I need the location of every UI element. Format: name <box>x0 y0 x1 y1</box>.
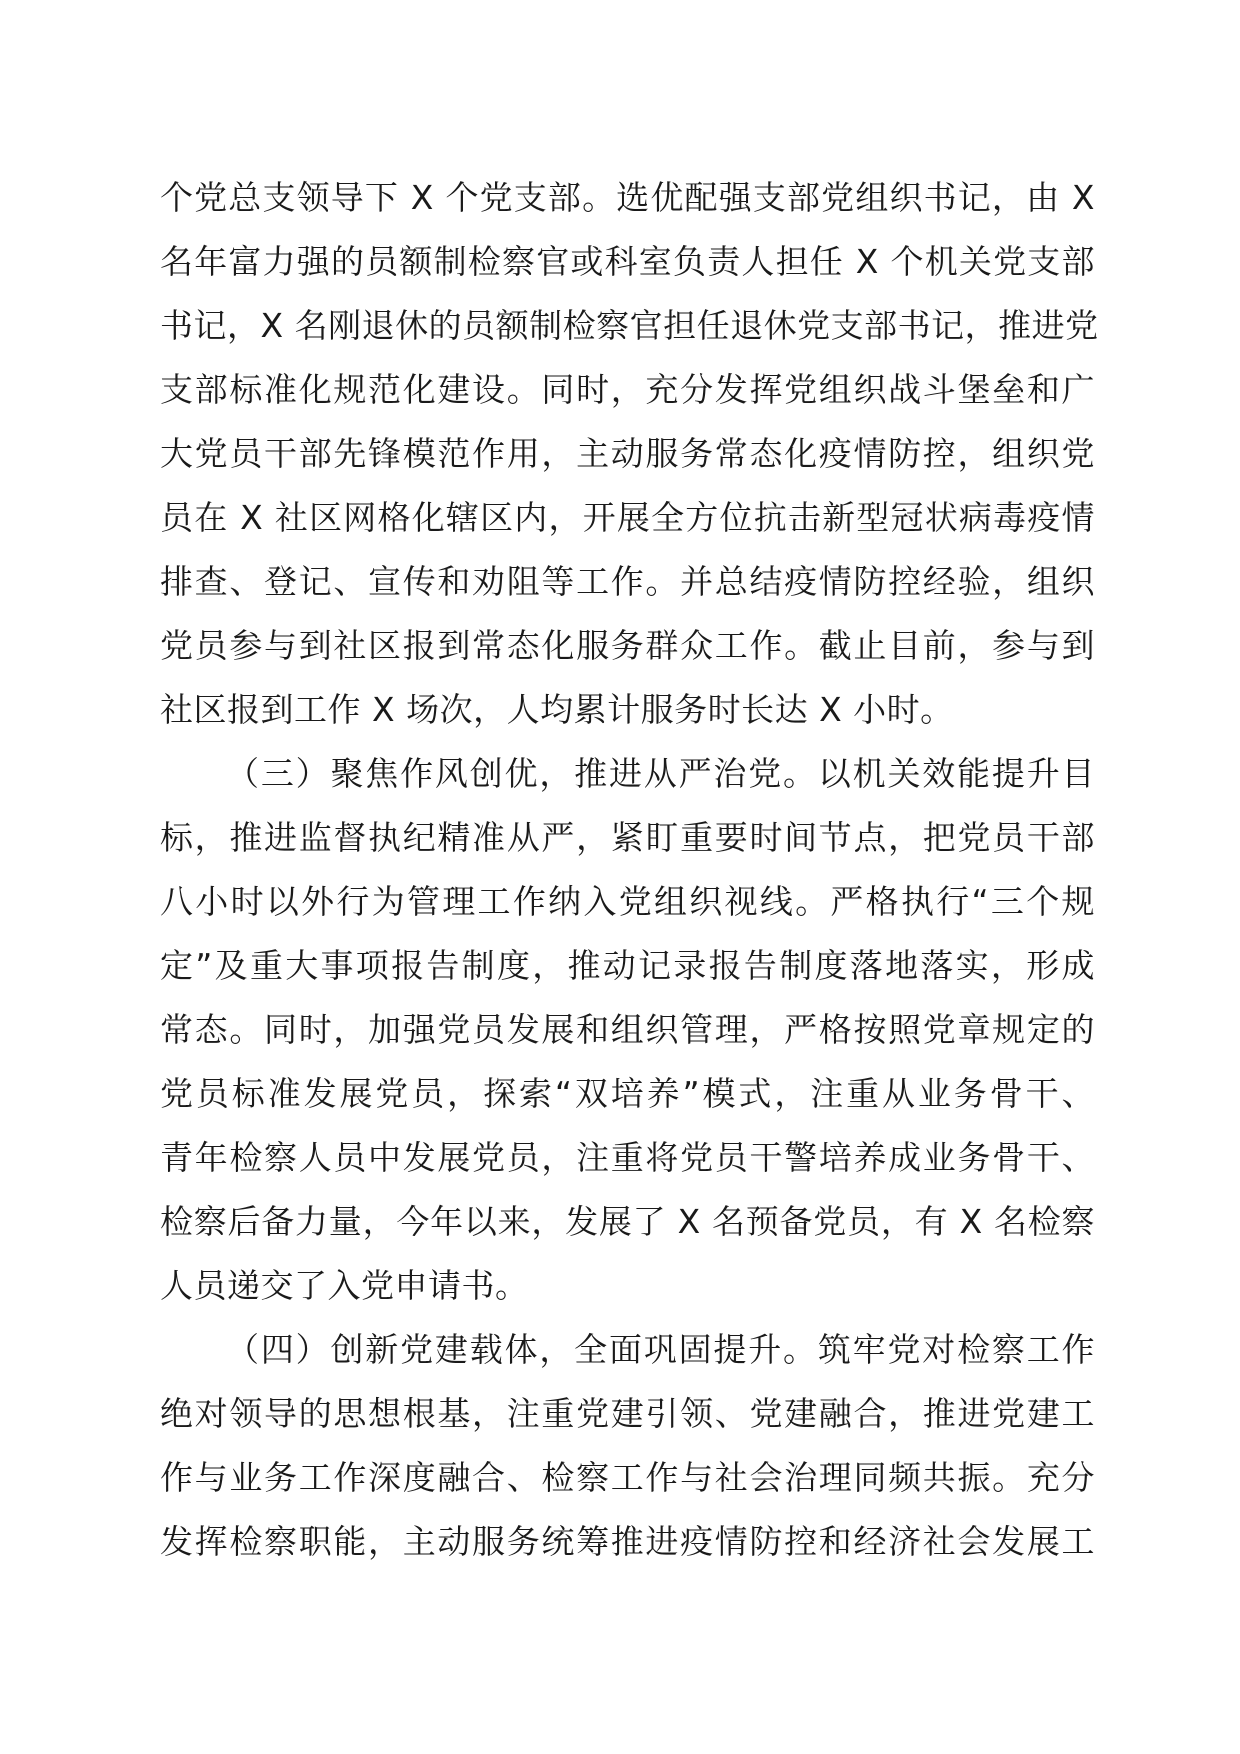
document-body <box>160 166 1099 1574</box>
text-line: 发挥检察职能，主动服务统筹推进疫情防控和经济社会发展工 <box>160 1522 1095 1561</box>
text-line: 人员递交了入党申请书。 <box>160 1266 529 1305</box>
text-line: 大党员干部先锋模范作用，主动服务常态化疫情防控，组织党 <box>160 434 1095 473</box>
text-line: 党员标准发展党员，探索“双培养”模式，注重从业务骨干、 <box>160 1074 1095 1113</box>
text-line: 检察后备力量，今年以来，发展了 X 名预备党员，有 X 名检察 <box>160 1202 1095 1241</box>
text-line: 标，推进监督执纪精准从严，紧盯重要时间节点，把党员干部 <box>160 818 1095 857</box>
text-line: 八小时以外行为管理工作纳入党组织视线。严格执行“三个规 <box>160 882 1095 921</box>
text-line: 常态。同时，加强党员发展和组织管理，严格按照党章规定的 <box>160 1010 1095 1049</box>
section-heading-line: （四）创新党建载体，全面巩固提升。筑牢党对检察工作 <box>226 1330 1095 1369</box>
text-line: 党员参与到社区报到常态化服务群众工作。截止目前，参与到 <box>160 626 1095 665</box>
text-line: 名年富力强的员额制检察官或科室负责人担任 X 个机关党支部 <box>160 242 1095 281</box>
text-line: 社区报到工作 X 场次，人均累计服务时长达 X 小时。 <box>160 690 954 729</box>
text-line: 书记，X 名刚退休的员额制检察官担任退休党支部书记，推进党 <box>160 306 1099 345</box>
text-line: 定”及重大事项报告制度，推动记录报告制度落地落实，形成 <box>160 946 1095 985</box>
text-line: 支部标准化规范化建设。同时，充分发挥党组织战斗堡垒和广 <box>160 370 1095 409</box>
text-line: 青年检察人员中发展党员，注重将党员干警培养成业务骨干、 <box>160 1138 1095 1177</box>
text-line: 员在 X 社区网格化辖区内，开展全方位抗击新型冠状病毒疫情 <box>160 498 1095 537</box>
section-heading-line: （三）聚焦作风创优，推进从严治党。以机关效能提升目 <box>226 754 1095 793</box>
text-line: 排查、登记、宣传和劝阻等工作。并总结疫情防控经验，组织 <box>160 562 1095 601</box>
text-line: 作与业务工作深度融合、检察工作与社会治理同频共振。充分 <box>160 1458 1095 1497</box>
text-line: 个党总支领导下 X 个党支部。选优配强支部党组织书记，由 X <box>160 178 1095 217</box>
text-line: 绝对领导的思想根基，注重党建引领、党建融合，推进党建工 <box>160 1394 1095 1433</box>
